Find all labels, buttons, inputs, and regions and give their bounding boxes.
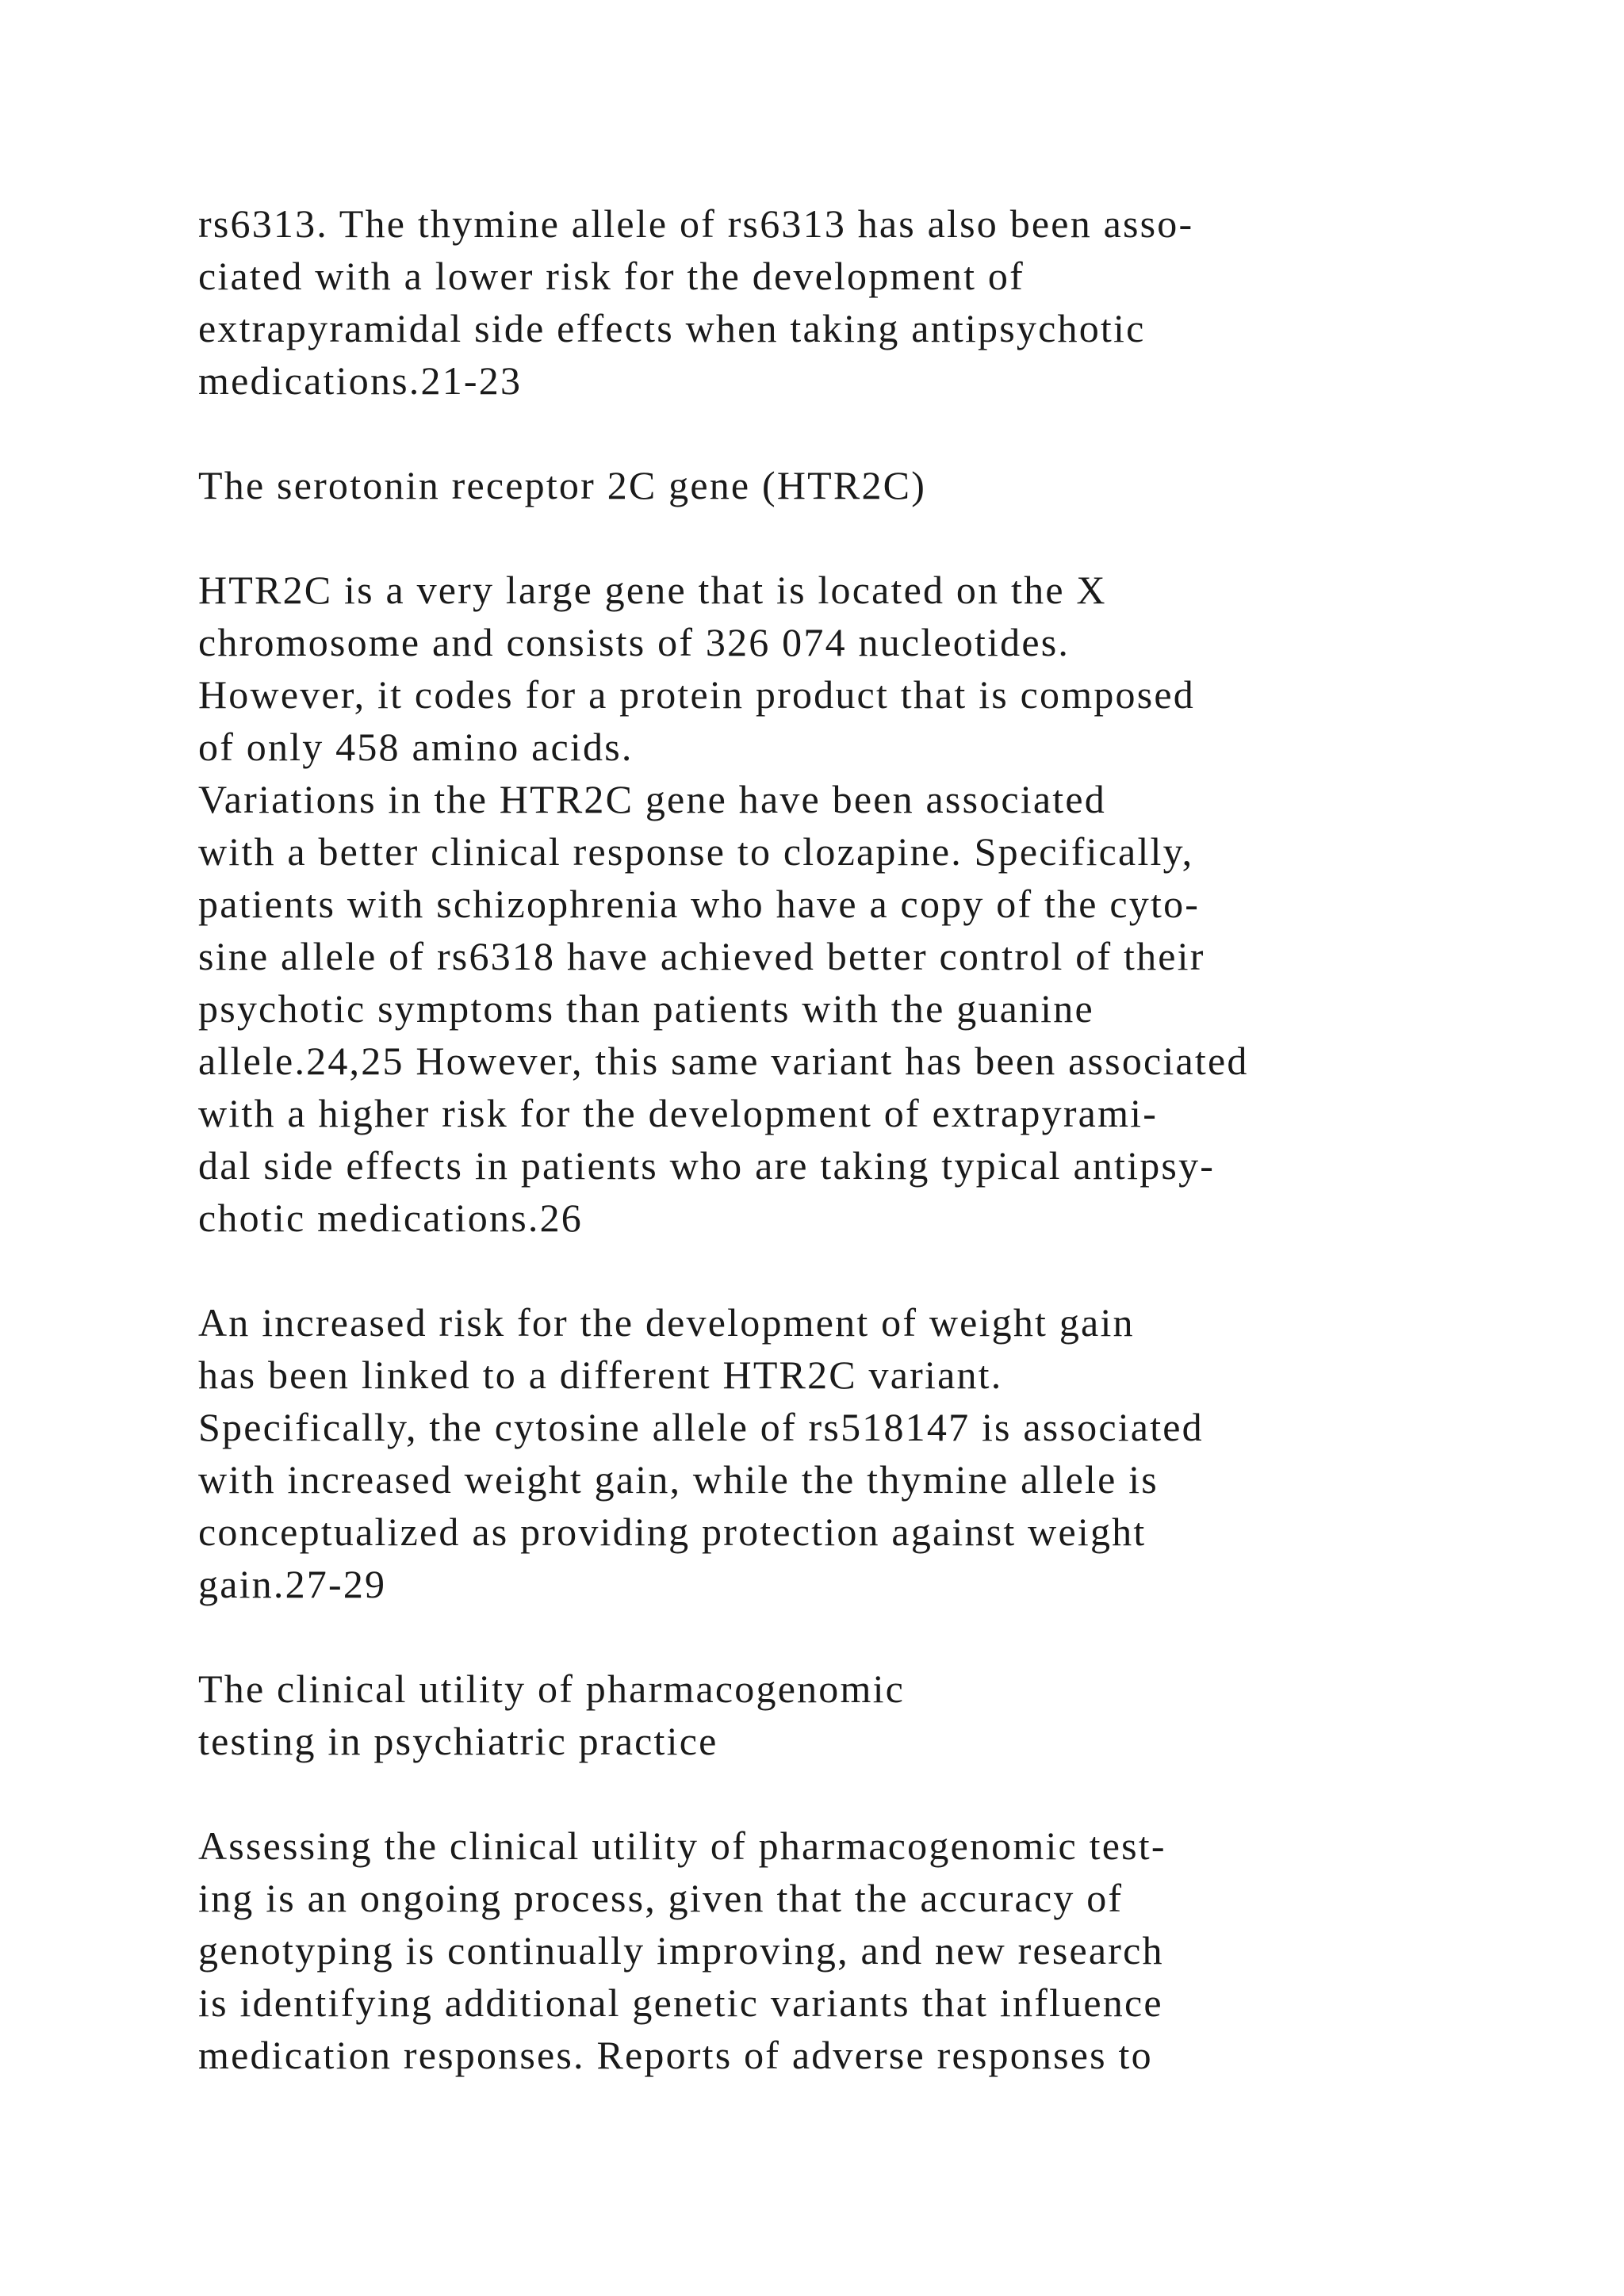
- paragraph-spacer: [198, 1610, 1594, 1663]
- text-line: Assessing the clinical utility of pharmacogenomic test-: [198, 1823, 1166, 1868]
- heading-clinical-utility: [198, 1663, 1594, 1767]
- paragraph-spacer: [198, 1767, 1594, 1820]
- text-line: chromosome and consists of 326 074 nucleotides.: [198, 620, 1071, 664]
- text-line: patients with schizophrenia who have a copy of the cyto-: [198, 882, 1201, 926]
- text-line: However, it codes for a protein product that is composed: [198, 672, 1195, 717]
- paragraph-htr2c-description: [198, 564, 1594, 1244]
- paragraph-spacer: [198, 511, 1594, 564]
- text-line: ing is an ongoing process, given that the accuracy of: [198, 1876, 1124, 1920]
- paragraph-weight-gain: [198, 1296, 1594, 1610]
- text-line: conceptualized as providing protection against weight: [198, 1510, 1147, 1554]
- text-line: HTR2C is a very large gene that is located on the X: [198, 568, 1107, 612]
- text-line: genotyping is continually improving, and new research: [198, 1928, 1164, 1973]
- text-line: with increased weight gain, while the thymine allele is: [198, 1457, 1159, 1502]
- text-line: allele.24,25 However, this same variant has been associated: [198, 1039, 1249, 1083]
- text-line: medication responses. Reports of adverse responses to: [198, 2033, 1153, 2077]
- paragraph-spacer: [198, 407, 1594, 459]
- text-line: psychotic symptoms than patients with the guanine: [198, 986, 1094, 1031]
- text-line: extrapyramidal side effects when taking antipsychotic: [198, 306, 1146, 350]
- text-line: chotic medications.26: [198, 1196, 583, 1240]
- text-line: An increased risk for the development of weight gain: [198, 1300, 1135, 1345]
- text-line: of only 458 amino acids.: [198, 725, 634, 769]
- paragraph-rs6313-continuation: [198, 197, 1594, 407]
- text-line: medications.21-23: [198, 358, 523, 403]
- document-page: [198, 197, 1594, 2081]
- section-heading-line: The serotonin receptor 2C gene (HTR2C): [198, 463, 927, 507]
- text-line: is identifying additional genetic variants that influence: [198, 1980, 1163, 2025]
- text-line: gain.27-29: [198, 1562, 387, 1606]
- heading-htr2c: [198, 459, 1594, 511]
- paragraph-spacer: [198, 1244, 1594, 1296]
- text-line: ciated with a lower risk for the development of: [198, 254, 1025, 298]
- section-heading-line: testing in psychiatric practice: [198, 1719, 718, 1763]
- text-line: dal side effects in patients who are taking typical antipsy-: [198, 1143, 1216, 1188]
- text-line: with a higher risk for the development of extrapyrami-: [198, 1091, 1159, 1135]
- text-line: Variations in the HTR2C gene have been associated: [198, 777, 1106, 821]
- paragraph-assessing-utility: [198, 1820, 1594, 2081]
- text-line: has been linked to a different HTR2C variant.: [198, 1353, 1003, 1397]
- text-line: sine allele of rs6318 have achieved better control of their: [198, 934, 1205, 978]
- section-heading-line: The clinical utility of pharmacogenomic: [198, 1667, 906, 1711]
- text-line: with a better clinical response to clozapine. Specifically,: [198, 829, 1194, 874]
- text-line: rs6313. The thymine allele of rs6313 has also been asso-: [198, 201, 1194, 246]
- text-line: Specifically, the cytosine allele of rs518147 is associated: [198, 1405, 1204, 1449]
